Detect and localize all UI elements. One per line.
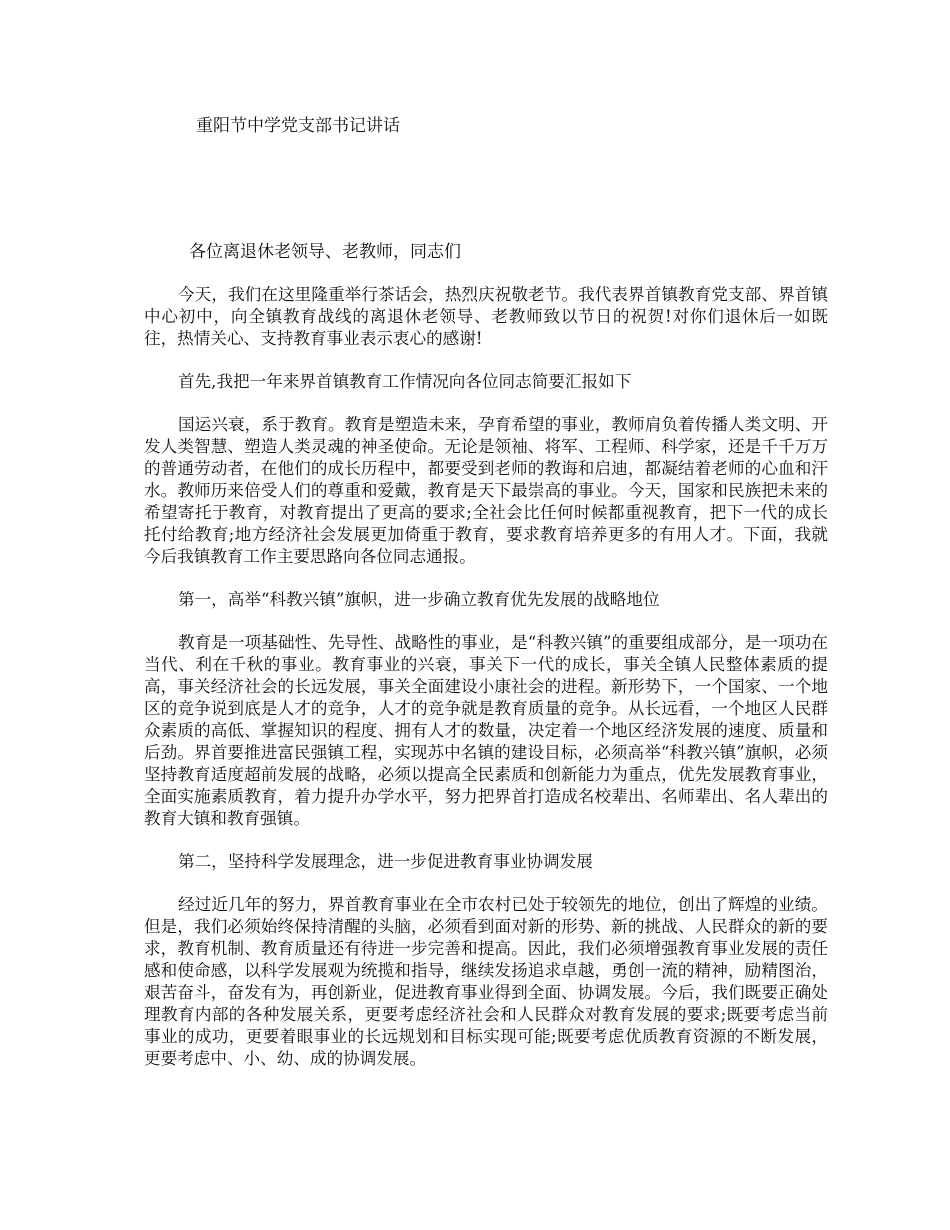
paragraph-second-detail: 经过近几年的努力，界首教育事业在全市农村已处于较领先的地位，创出了辉煌的业绩。但是，我们必须始终保持清醒的头脑，必须看到面对新的形势、新的挑战、人民群众的新的要求，教育机制、教育质量还有待进一步完善和提高。因此，我们必须增强教育事业发展的责任感和使命感，以科学发展观为统揽和指导，继续发扬追求卓越，勇创一流的精神，励精图治，艰苦奋斗，奋发有为，再创新业，促进教育事业得到全面、协调发展。今后，我们既要正确处理教育内部的各种发展关系，更要考虑经济社会和人民群众对教育发展的要求;既要考虑当前事业的成功，更要着眼事业的长远规划和目标实现可能;既要考虑优质教育资源的不断发展，更要考虑中、小、幼、成的协调发展。 — [144, 895, 828, 1068]
section-heading-second: 第二，坚持科学发展理念，进一步促进教育事业协调发展 — [178, 852, 593, 871]
document-title: 重阳节中学党支部书记讲话 — [196, 116, 400, 136]
paragraph-report-intro: 首先,我把一年来界首镇教育工作情况向各位同志简要汇报如下 — [178, 372, 632, 391]
salutation: 各位离退休老领导、老教师，同志们 — [189, 242, 461, 262]
paragraph-education-importance: 国运兴衰，系于教育。教育是塑造未来，孕育希望的事业，教师肩负着传播人类文明、开发人类智慧、塑造人类灵魂的神圣使命。无论是领袖、将军、工程师、科学家，还是千千万万的普通劳动者，在他们的成长历程中，都要受到老师的教诲和启迪，都凝结着老师的心血和汗水。教师历来倍受人们的尊重和爱戴，教育是天下最崇高的事业。今天，国家和民族把未来的希望寄托于教育，对教育提出了更高的要求;全社会比任何时候都重视教育，把下一代的成长托付给教育;地方经济社会发展更加倚重于教育，要求教育培养更多的有用人才。下面，我就今后我镇教育工作主要思路向各位同志通报。 — [144, 415, 828, 566]
section-heading-first: 第一，高举“科教兴镇”旗帜，进一步确立教育优先发展的战略地位 — [178, 590, 660, 609]
document-body — [144, 284, 828, 1091]
paragraph-opening: 今天，我们在这里隆重举行茶话会，热烈庆祝敬老节。我代表界首镇教育党支部、界首镇中心初中，向全镇教育战线的离退休老领导、老教师致以节日的祝贺!对你们退休后一如既往，热情关心、支持教育事业表示衷心的感谢! — [144, 285, 828, 348]
paragraph-first-detail: 教育是一项基础性、先导性、战略性的事业，是“科教兴镇”的重要组成部分，是一项功在当代、利在千秋的事业。教育事业的兴衰，事关下一代的成长，事关全镇人民整体素质的提高，事关经济社会的长远发展，事关全面建设小康社会的进程。新形势下，一个国家、一个地区的竞争说到底是人才的竞争，人才的竞争就是教育质量的竞争。从长远看，一个地区人民群众素质的高低、掌握知识的程度、拥有人才的数量，决定着一个地区经济发展的速度、质量和后劲。界首要推进富民强镇工程，实现苏中名镇的建设目标，必须高举“科教兴镇”旗帜，必须坚持教育适度超前发展的战略，必须以提高全民素质和创新能力为重点，优先发展教育事业，全面实施素质教育，着力提升办学水平，努力把界首打造成名校辈出、名师辈出、名人辈出的教育大镇和教育强镇。 — [144, 633, 828, 828]
